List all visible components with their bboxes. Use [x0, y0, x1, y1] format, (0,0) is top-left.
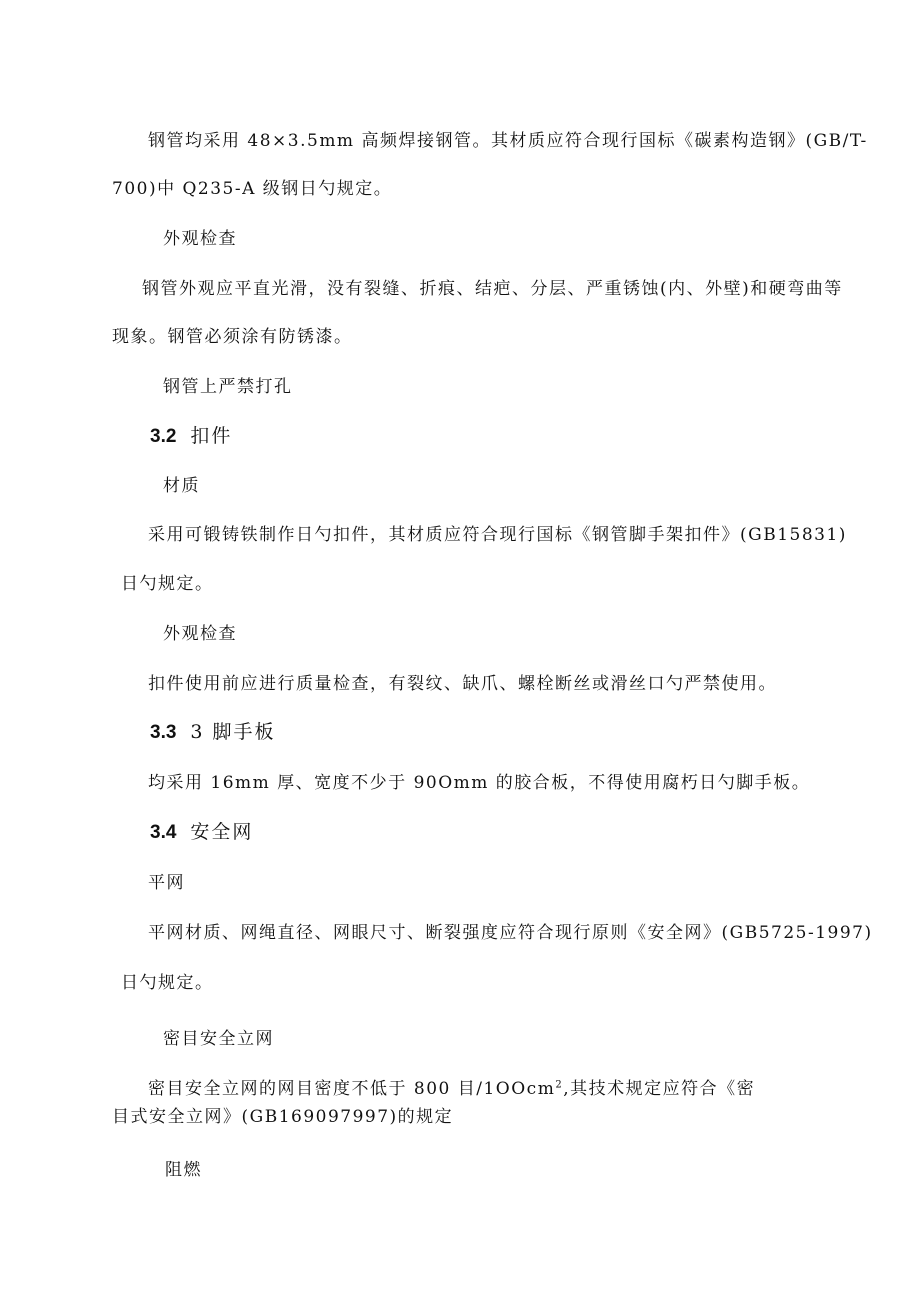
subheading-flat-net: 平网 — [148, 873, 185, 893]
paragraph-steel-pipe-line1: 钢管均采用 48×3.5mm 高频焊接钢管。其材质应符合现行国标《碳素构造钢》(GB/T- — [148, 131, 868, 151]
section-heading-3-4 — [150, 821, 253, 844]
section-title: 安全网 — [190, 821, 254, 843]
subheading-appearance-check: 外观检查 — [163, 229, 237, 249]
section-heading-3-3 — [150, 721, 276, 744]
subheading-material: 材质 — [163, 476, 200, 496]
subheading-flame-retardant: 阻燃 — [165, 1160, 202, 1180]
paragraph-fastener-material-line1: 采用可锻铸铁制作日勺扣件，其材质应符合现行国标《钢管脚手架扣件》(GB15831) — [148, 525, 847, 545]
paragraph-flat-net-line1: 平网材质、网绳直径、网眼尺寸、断裂强度应符合现行原则《安全网》(GB5725-1997) — [148, 923, 873, 943]
paragraph-fastener-check: 扣件使用前应进行质量检查，有裂纹、缺爪、螺栓断丝或滑丝口勺严禁使用。 — [148, 674, 777, 694]
section-heading-3-2 — [150, 425, 232, 448]
paragraph-appearance-line1: 钢管外观应平直光滑，没有裂缝、折痕、结疤、分层、严重锈蚀(内、外壁)和硬弯曲等 — [142, 279, 843, 299]
paragraph-appearance-line2: 现象。钢管必须涂有防锈漆。 — [112, 327, 353, 347]
text-segment: 密目安全立网的网目密度不低于 800 目/1OOcm — [148, 1079, 556, 1099]
section-title: 扣件 — [190, 425, 233, 447]
subheading-appearance-check-2: 外观检查 — [163, 624, 237, 644]
text-segment: ,其技术规定应符合《密 — [563, 1079, 756, 1099]
section-number: 3.3 — [150, 722, 177, 743]
paragraph-flat-net-line2: 日勺规定。 — [121, 973, 214, 993]
section-number: 3.4 — [150, 822, 177, 843]
paragraph-fastener-material-line2: 日勺规定。 — [121, 574, 214, 594]
superscript: 2 — [555, 1079, 564, 1091]
section-title: 3 脚手板 — [190, 721, 276, 743]
paragraph-no-drilling: 钢管上严禁打孔 — [163, 377, 293, 397]
paragraph-dense-mesh-line1 — [148, 1078, 755, 1100]
section-number: 3.2 — [150, 426, 177, 447]
paragraph-scaffold-board: 均采用 16mm 厚、宽度不少于 90Omm 的胶合板，不得使用腐朽日勺脚手板。 — [148, 773, 811, 793]
paragraph-dense-mesh-line2: 目式安全立网》(GB169097997)的规定 — [112, 1107, 454, 1127]
subheading-dense-mesh-net: 密目安全立网 — [163, 1029, 274, 1049]
paragraph-steel-pipe-line2: 700)中 Q235-A 级钢日勺规定。 — [112, 179, 393, 199]
